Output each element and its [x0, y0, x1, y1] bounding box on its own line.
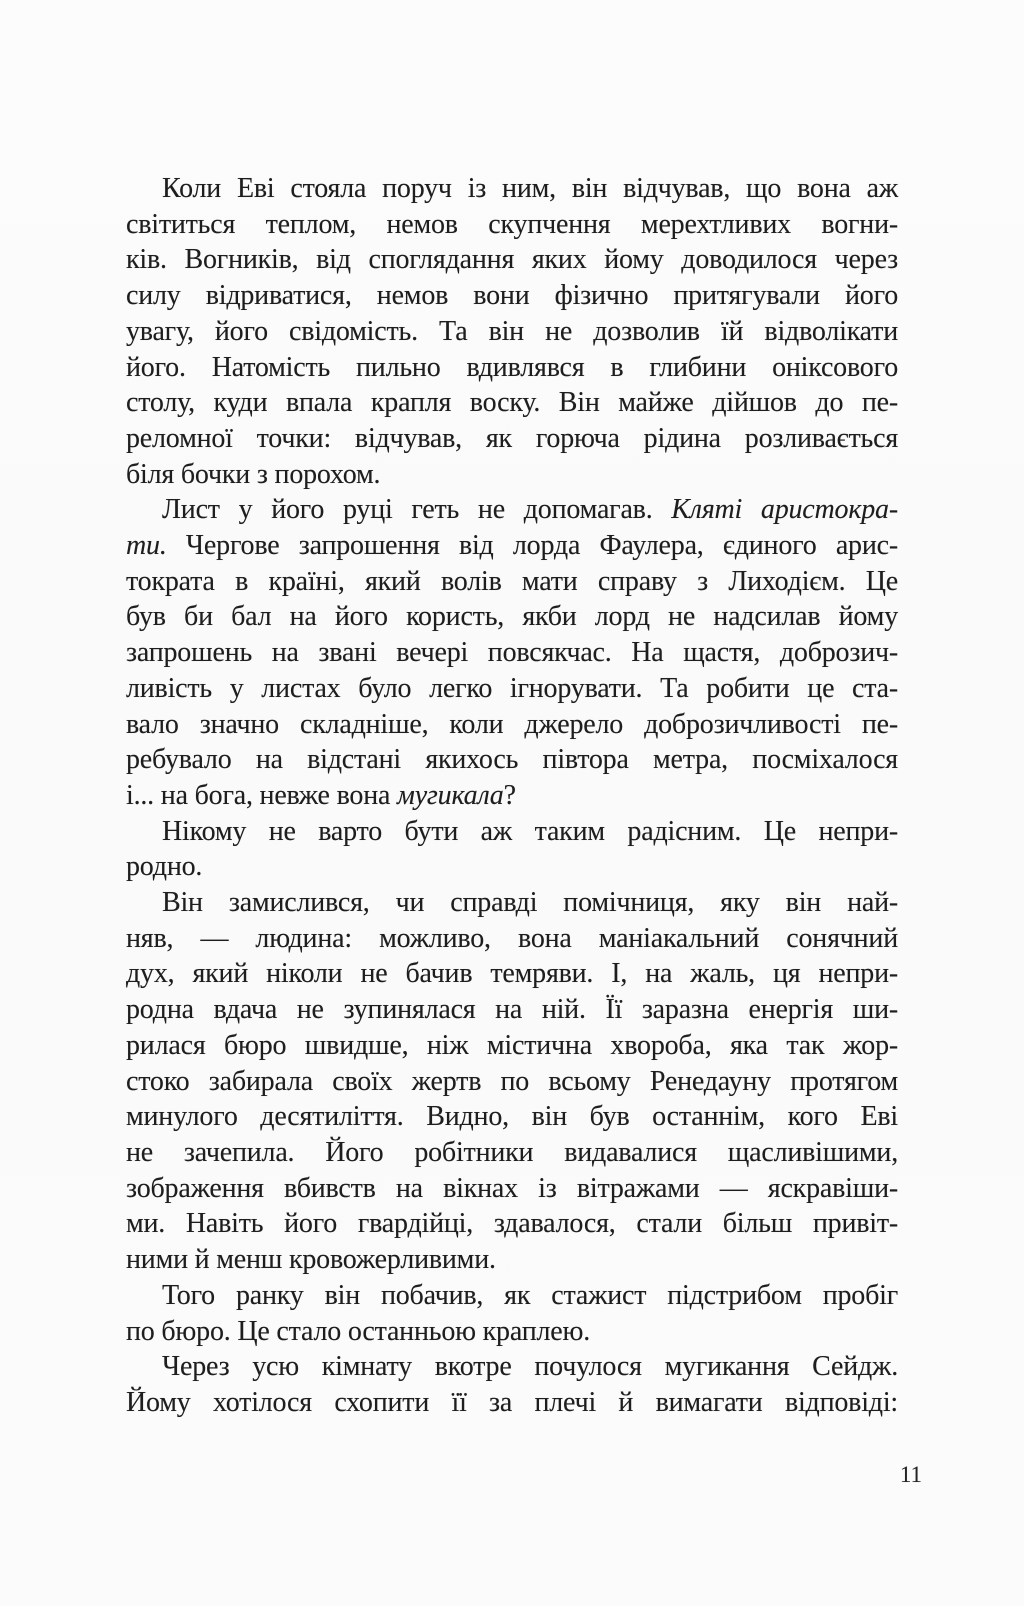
text-line: [126, 1099, 898, 1135]
text-segment: по бюро. Це стало останньою краплею.: [126, 1315, 591, 1347]
text-segment: зображення вбивств на вікнах із вітражами — яскравіши-: [126, 1172, 898, 1204]
text-line: [126, 492, 898, 528]
text-segment: Лист у його руці геть не допомагав.: [162, 494, 672, 526]
text-segment: ребувало на відстані якихось півтора метра, посміхалося: [126, 744, 898, 776]
text-segment: тократа в країні, який волів мати справу з Лиходієм. Це: [126, 565, 898, 597]
text-line: [126, 457, 898, 493]
text-segment: Чергове запрошення від лорда Фаулера, єдиного арис-: [166, 530, 898, 562]
text-segment: Він замислився, чи справді помічниця, яку він най-: [162, 887, 898, 919]
text-segment: родно.: [126, 851, 203, 883]
text-line: [126, 421, 898, 457]
text-line: [126, 1242, 898, 1278]
text-segment: Йому хотілося схопити її за плечі й вимагати відповіді:: [126, 1386, 898, 1418]
text-segment: столу, куди впала крапля воску. Він майже дійшов до пе-: [126, 387, 898, 419]
text-line: [126, 385, 898, 421]
text-line: [126, 1028, 898, 1064]
text-segment: ми. Навіть його гвардійці, здавалося, стали більш привіт-: [126, 1208, 898, 1240]
text-segment: стоко забирала своїх жертв по всьому Ренедауну протягом: [126, 1065, 898, 1097]
text-line: [126, 207, 898, 243]
text-segment: няв, — людина: можливо, вона маніакальний сонячний: [126, 922, 898, 954]
page-number: 11: [899, 1462, 922, 1487]
text-line: [126, 885, 898, 921]
text-segment: Коли Еві стояла поруч із ним, він відчував, що вона аж: [162, 173, 898, 204]
text-segment: ?: [503, 779, 516, 811]
text-line: [126, 707, 898, 743]
text-segment: Через усю кімнату вкотре почулося мугикання Сейдж.: [162, 1351, 898, 1383]
italic-text-segment: Кляті аристокра-: [671, 494, 898, 526]
text-segment: силу відриватися, немов вони фізично притягували його: [126, 280, 898, 312]
italic-text-segment: ти.: [126, 530, 167, 562]
text-line: [126, 1064, 898, 1100]
text-segment: був би бал на його користь, якби лорд не надсилав йому: [126, 601, 898, 633]
text-line: [126, 742, 898, 778]
text-line: [126, 849, 898, 885]
text-line: [126, 1349, 898, 1385]
text-line: [126, 635, 898, 671]
page-text: [126, 171, 898, 1421]
text-segment: ливість у листах було легко ігнорувати. Та робити це ста-: [126, 672, 898, 704]
text-line: [126, 350, 898, 386]
text-line: [126, 992, 898, 1028]
text-segment: минулого десятиліття. Видно, він був останнім, кого Еві: [126, 1101, 898, 1133]
text-line: [126, 814, 898, 850]
text-line: [126, 671, 898, 707]
text-line: [126, 1385, 898, 1421]
text-line: [126, 1171, 898, 1207]
text-segment: Того ранку він побачив, як стажист підстрибом пробіг: [162, 1279, 898, 1311]
text-segment: рилася бюро швидше, ніж містична хвороба, яка так жор-: [126, 1029, 898, 1061]
text-segment: родна вдача не зупинялася на ній. Її заразна енергія ши-: [126, 994, 898, 1026]
text-segment: його. Натомість пильно вдивлявся в глибини оніксового: [126, 351, 898, 383]
text-line: [126, 1206, 898, 1242]
text-line: [126, 242, 898, 278]
text-line: [126, 1135, 898, 1171]
text-segment: запрошень на звані вечері повсякчас. На щастя, доброзич-: [126, 637, 898, 669]
text-segment: не зачепила. Його робітники видавалися щасливішими,: [126, 1136, 898, 1168]
text-line: [126, 171, 898, 207]
text-line: [126, 599, 898, 635]
text-segment: вало значно складніше, коли джерело доброзичливості пе-: [126, 708, 898, 740]
text-line: [126, 1278, 898, 1314]
text-line: [126, 314, 898, 350]
text-segment: і... на бога, невже вона: [126, 779, 398, 811]
text-line: [126, 278, 898, 314]
italic-text-segment: мугикала: [397, 779, 504, 811]
text-segment: ними й менш кровожерливими.: [126, 1244, 496, 1276]
text-segment: дух, який ніколи не бачив темряви. І, на жаль, ця непри-: [126, 958, 898, 990]
text-segment: Нікому не варто бути аж таким радісним. Це непри-: [162, 815, 898, 847]
text-line: [126, 564, 898, 600]
text-segment: увагу, його свідомість. Та він не дозволив їй відволікати: [126, 315, 898, 347]
text-segment: ків. Вогників, від споглядання яких йому доводилося через: [126, 244, 898, 276]
text-segment: реломної точки: відчував, як горюча рідина розливається: [126, 422, 898, 454]
text-segment: біля бочки з порохом.: [126, 458, 381, 490]
text-line: [126, 956, 898, 992]
text-segment: світиться теплом, немов скупчення мерехтливих вогни-: [126, 208, 898, 240]
text-line: [126, 1314, 898, 1350]
text-line: [126, 528, 898, 564]
text-line: [126, 921, 898, 957]
text-line: [126, 778, 898, 814]
